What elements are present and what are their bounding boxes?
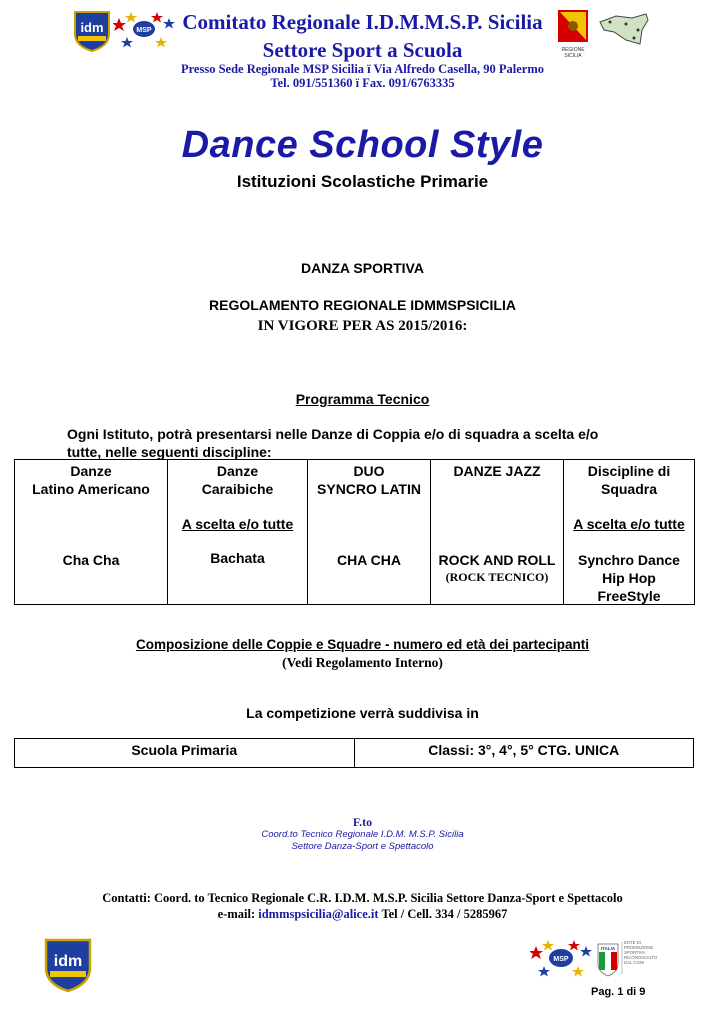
- col-header: Danze: [216, 463, 259, 479]
- discipline-col-caraibiche: [168, 460, 308, 605]
- discipline-col-squadra: [564, 460, 695, 605]
- coni-logo-icon: [596, 938, 664, 978]
- svg-text:idm: idm: [53, 953, 83, 970]
- col-header: Discipline di: [587, 463, 671, 479]
- section-danza: DANZA SPORTIVA: [301, 260, 424, 276]
- discipline-item: ROCK AND ROLL: [438, 552, 556, 568]
- regulation-validity: IN VIGORE PER AS 2015/2016:: [257, 318, 468, 334]
- programma-intro: [67, 425, 667, 461]
- email-link[interactable]: idmmspsicilia@alice.it: [258, 907, 379, 921]
- discipline-item: Synchro Dance: [578, 552, 680, 568]
- col-note: A scelta e/o tutte: [573, 516, 685, 532]
- committee-tel: Tel. 091/551360 ï Fax. 091/6763335: [270, 76, 455, 90]
- discipline-item: Bachata: [210, 550, 265, 566]
- disciplines-table: [14, 459, 695, 605]
- discipline-item-sub: (ROCK TECNICO): [445, 570, 549, 584]
- discipline-item: FreeStyle: [597, 588, 661, 604]
- col-header: Squadra: [600, 481, 657, 497]
- footer-contatti: Contatti: Coord. to Tecnico Regionale C.R. I.D.M. M.S.P. Sicilia Settore Danza-Sport e Spettacolo: [102, 891, 623, 905]
- svg-text:ITALIA: ITALIA: [600, 946, 616, 951]
- discipline-col-duo: [308, 460, 431, 605]
- composizione-note: (Vedi Regolamento Interno): [282, 655, 443, 670]
- signature-fto: F.to: [352, 815, 373, 829]
- committee-title: Comitato Regionale I.D.M.M.S.P. Sicilia: [182, 10, 543, 34]
- footer-email-line: [0, 907, 725, 922]
- svg-text:MSP: MSP: [136, 27, 152, 34]
- col-header: Latino Americano: [32, 481, 150, 497]
- col-header: DANZE JAZZ: [453, 463, 541, 479]
- discipline-col-latino: [15, 460, 168, 605]
- discipline-item: Cha Cha: [62, 552, 120, 568]
- committee-subtitle: Settore Sport a Scuola: [262, 38, 463, 62]
- svg-text:idm: idm: [80, 20, 104, 35]
- classi-value: Classi: 3°, 4°, 5° CTG. UNICA: [354, 739, 694, 768]
- regulation-title: REGOLAMENTO REGIONALE IDMMSPSICILIA: [209, 297, 516, 313]
- composizione-heading: Composizione delle Coppie e Squadre - numero ed età dei partecipanti: [135, 637, 590, 652]
- col-note: A scelta e/o tutte: [181, 516, 294, 532]
- classi-scuola: Scuola Primaria: [15, 739, 355, 768]
- classi-table: [14, 738, 694, 768]
- col-header: SYNCRO LATIN: [317, 481, 421, 497]
- signature-settore: Settore Danza-Sport e Spettacolo: [291, 841, 434, 852]
- email-label: e-mail:: [217, 907, 259, 921]
- programma-intro-line1: Ogni Istituto, potrà presentarsi nelle Danze di Coppia e/o di squadra a scelta e/o: [67, 426, 599, 442]
- committee-address: Presso Sede Regionale MSP Sicilia ï Via Alfredo Casella, 90 Palermo: [180, 62, 545, 76]
- discipline-item: Hip Hop: [602, 570, 656, 586]
- col-header: Danze: [70, 463, 112, 479]
- competizione-text: La competizione verrà suddivisa in: [246, 705, 479, 721]
- col-header: Caraibiche: [201, 481, 274, 497]
- signature-coord: Coord.to Tecnico Regionale I.D.M. M.S.P. Sicilia: [261, 829, 464, 840]
- footer-tel: Tel / Cell. 334 / 5285967: [378, 907, 508, 921]
- page-title: Dance School Style: [181, 124, 544, 166]
- coni-caption: ENTE DI PROMOZIONE SPORTIVA RICONOSCIUTO DAL CONI: [624, 940, 658, 965]
- col-header: DUO: [353, 463, 385, 479]
- idm-logo-footer-icon: [42, 936, 94, 992]
- discipline-item: CHA CHA: [336, 552, 402, 568]
- page-number: Pag. 1 di 9: [591, 986, 646, 998]
- discipline-col-jazz: [431, 460, 564, 605]
- sicilia-caption: REGIONE SICILIA: [561, 47, 585, 59]
- page-subtitle: Istituzioni Scolastiche Primarie: [236, 172, 489, 191]
- programma-heading: Programma Tecnico: [295, 391, 430, 407]
- svg-text:MSP: MSP: [553, 956, 569, 963]
- programma-intro-line2: tutte, nelle seguenti discipline:: [67, 444, 272, 460]
- stars-logo-footer-icon: [530, 938, 592, 978]
